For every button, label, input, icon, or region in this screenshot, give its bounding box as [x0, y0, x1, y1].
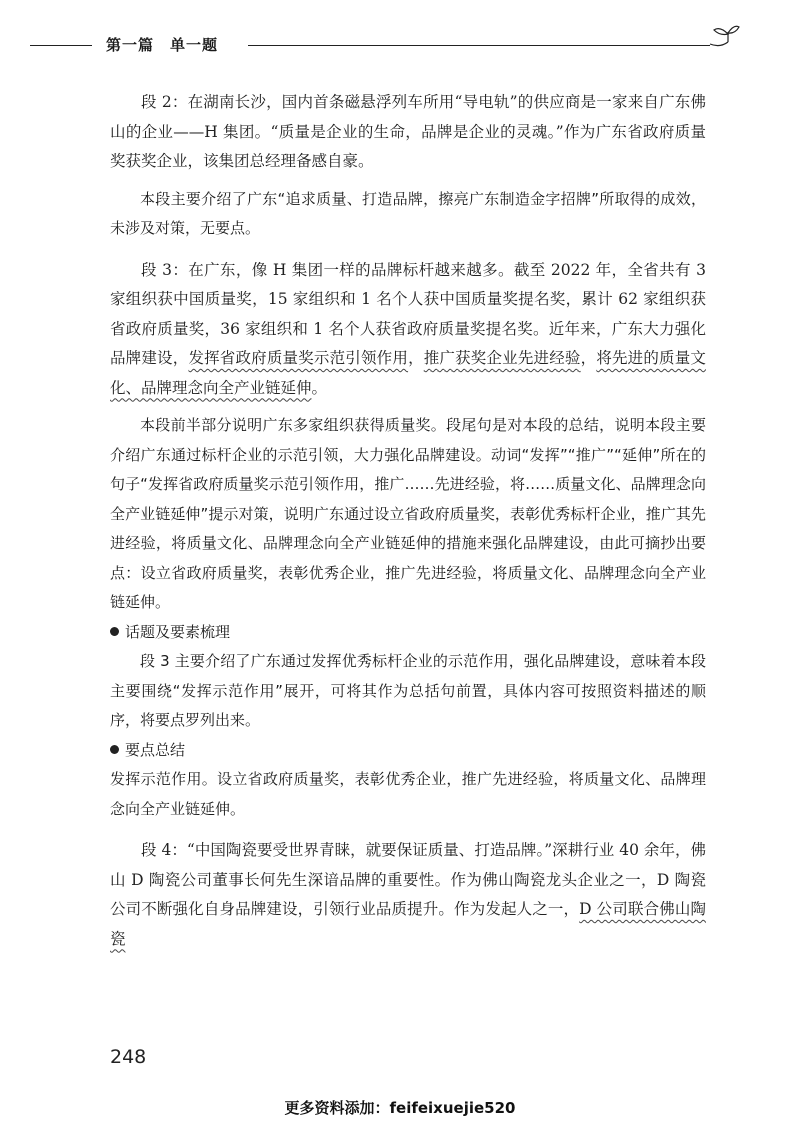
page-content — [110, 88, 706, 954]
analysis-paragraph-2: 本段主要介绍了广东“追求质量、打造品牌，擦亮广东制造金字招牌”所取得的成效，未涉及对策，无要点。 — [110, 189, 706, 237]
page-number: 248 — [110, 1046, 147, 1068]
underlined-measure-1: 发挥省政府质量奖示范引领作用 — [188, 349, 409, 367]
summary-paragraph: 发挥示范作用。设立省政府质量奖，表彰优秀企业，推广先进经验，将质量文化、品牌理念向全产业链延伸。 — [110, 770, 706, 818]
sprout-icon — [706, 22, 740, 52]
header-rule-right — [248, 45, 710, 46]
underlined-measure-3: 将先进的质量文化、品牌理念向全产业链延伸 — [110, 349, 706, 397]
header-title: 第一篇 单一题 — [106, 36, 219, 54]
bullet-icon — [110, 745, 119, 754]
analysis-paragraph-3: 本段前半部分说明广东多家组织获得质量奖。段尾句是对本段的总结，说明本段主要介绍广东通过标杆企业的示范引领，大力强化品牌建设。动词“发挥”“推广”“延伸”所在的句子“发挥省政府质量奖示范引领作用，推广……先进经验，将……质量文化、品牌理念向全产业链延伸”提示对策，说明广东通过设立省政府质量奖，表彰优秀标杆企业，推广其先进经验，将质量文化、品牌理念向全产业链延伸的措施来强化品牌建设，由此可摘抄出要点：设立省政府质量奖，表彰优秀企业，推广先进经验，将质量文化、品牌理念向全产业链延伸。 — [110, 416, 706, 611]
running-header — [30, 32, 730, 56]
material-paragraph-4 — [110, 836, 706, 954]
section-heading-summary — [110, 736, 706, 766]
material-paragraph-3-text: 段 3：在广东，像 H 集团一样的品牌标杆越来越多。截至 2022 年，全省共有 3 家组织获中国质量奖，15 家组织和 1 名个人获中国质量奖提名奖，累计 62 家组织获省政府质量奖，36 家组织和 1 名个人获省政府质量奖提名奖。近年来，广东大力强化品牌建设， — [110, 260, 706, 367]
summary-heading-text: 要点总结 — [125, 740, 186, 759]
bullet-icon — [110, 627, 119, 636]
material-paragraph-4-text: 段 4：“中国陶瓷要受世界青睐，就要保证质量、打造品牌。”深耕行业 40 余年，佛山 D 陶瓷公司董事长何先生深谙品牌的重要性。作为佛山陶瓷龙头企业之一，D 陶瓷公司不断强化自身品牌建设，引领行业品质提升。作为发起人之一， — [110, 841, 706, 918]
separator: ， — [580, 349, 597, 367]
sentence-end: 。 — [311, 378, 328, 397]
material-paragraph-3 — [110, 256, 706, 404]
underlined-measure-2: 推广获奖企业先进经验 — [423, 349, 581, 367]
material-paragraph-2: 段 2：在湖南长沙，国内首条磁悬浮列车所用“导电轨”的供应商是一家来自广东佛山的企业——H 集团。“质量是企业的生命，品牌是企业的灵魂。”作为广东省政府质量奖获奖企业，该集团总经理备感自豪。 — [110, 93, 706, 170]
section-heading-topic — [110, 618, 706, 648]
header-rule-left — [30, 45, 92, 46]
separator: ， — [408, 349, 424, 367]
topic-paragraph: 段 3 主要介绍了广东通过发挥优秀标杆企业的示范作用，强化品牌建设，意味着本段主要围绕“发挥示范作用”展开，可将其作为总括句前置，具体内容可按照资料描述的顺序，将要点罗列出来。 — [110, 652, 706, 729]
topic-heading-text: 话题及要素梳理 — [125, 622, 231, 641]
underlined-measure-4: D 公司联合佛山陶瓷 — [110, 900, 706, 948]
footer-note: 更多资料添加：feifeixuejie520 — [284, 1099, 516, 1117]
